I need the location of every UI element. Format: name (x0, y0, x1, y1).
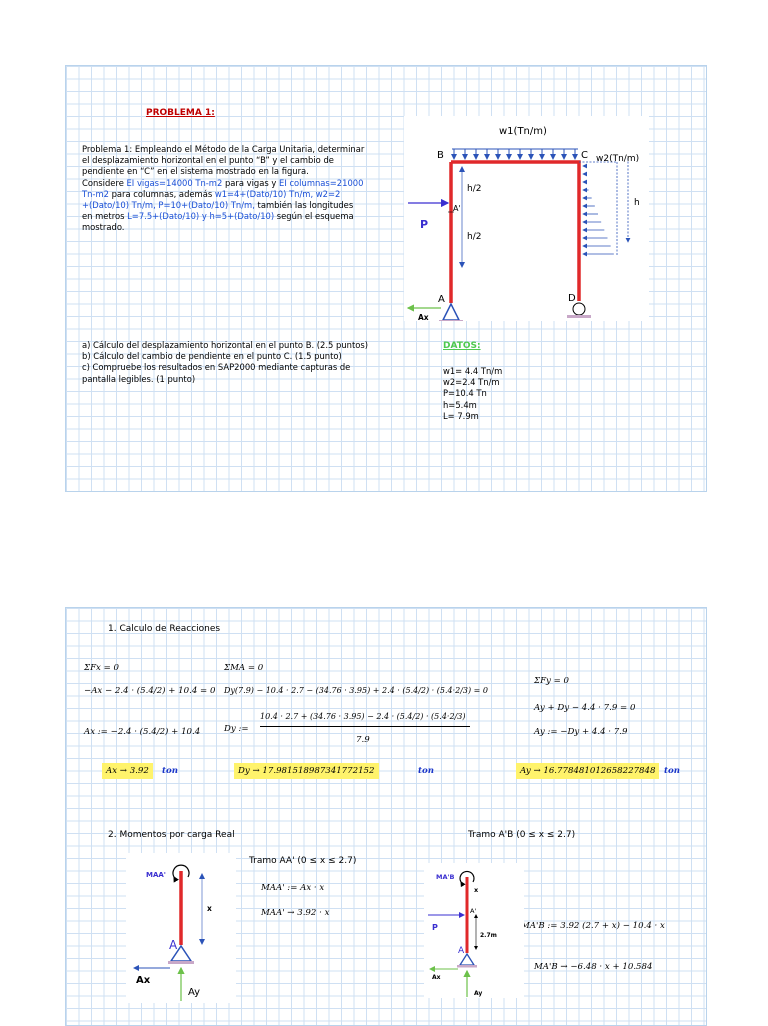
sum-fy: ΣFy = 0 (534, 676, 570, 686)
questions-list (82, 340, 412, 385)
question-item: pantalla legibles. (1 punto) (82, 373, 196, 384)
node-b-label: B (437, 150, 444, 161)
statement-segment: el desplazamiento horizontal en el punto “B” y el cambio de (82, 155, 334, 166)
segment-ab-figure (424, 863, 524, 998)
fig2-p-label: P (432, 923, 438, 932)
h-label: h (634, 198, 640, 208)
statement-line (82, 144, 402, 155)
statement-segment: EI columnas=21000 (279, 177, 364, 188)
datos-title: DATOS: (443, 341, 481, 351)
statement-segment: según el esquema (274, 211, 354, 222)
fig2-a-label: A (458, 946, 465, 956)
statement-line (82, 222, 402, 233)
statement-segment: pendiente en “C” en el sistema mostrado en la figura. (82, 166, 309, 177)
statement-segment: para vigas y (222, 177, 280, 188)
statement-segment: Tn-m2 (82, 188, 109, 199)
dy-numerator: 10.4 · 2.7 + (34.76 · 3.95) − 2.4 · (5.4/2) · (5.4·2/3) (260, 712, 466, 721)
statement-segment: en metros (82, 211, 128, 222)
m-ab-result: MA'B → −6.48 · x + 10.584 (534, 962, 653, 972)
statement-segment: mostrado. (82, 222, 125, 233)
fig1-x-label: x (207, 904, 212, 913)
question-item: b) Cálculo del cambio de pendiente en el punto C. (1.5 punto) (82, 351, 342, 362)
statement-line (82, 178, 402, 189)
node-a-label: A (438, 294, 445, 305)
dy-result: Dy → 17.981518987341772152 (234, 763, 379, 779)
statement-segment: Problema 1: Empleando el Método de la Carga Unitaria, determinar (82, 144, 365, 154)
statement-line (82, 155, 402, 166)
statement-segment: L=7.5+(Dato/10) y h=5+(Dato/10) (127, 211, 275, 222)
datos-item: w1= 4.4 Tn/m (443, 366, 503, 376)
ax-result: Ax → 3.92 (102, 763, 153, 779)
datos-item: h=5.4m (443, 399, 477, 410)
question-item: c) Compruebe los resultados en SAP2000 mediante capturas de (82, 362, 351, 373)
ay-unit: ton (664, 766, 680, 776)
fig1-ax-label: Ax (136, 975, 151, 986)
tramo-2-heading: Tramo A'B (0 ≤ x ≤ 2.7) (468, 830, 576, 840)
node-a-prime-label: A' (453, 204, 461, 213)
statement-segment: +(Dato/10) Tn/m, P=10+(Dato/10) Tn/m, (82, 200, 255, 211)
problem-sheet (65, 65, 707, 492)
h-half-top-label: h/2 (467, 184, 482, 194)
fig1-ay-label: Ay (188, 987, 201, 998)
segment-aa-figure (126, 853, 236, 1003)
dy-fraction-bar (260, 726, 470, 727)
solution-sheet (65, 607, 707, 1026)
fig2-ax-label: Ax (432, 974, 441, 981)
ay-definition: Ay := −Dy + 4.4 · 7.9 (534, 727, 628, 737)
fig1-moment-label: MAA' (146, 871, 166, 879)
tramo-1-heading: Tramo AA' (0 ≤ x ≤ 2.7) (249, 856, 357, 866)
datos-item: L= 7.9m (443, 410, 479, 421)
fig2-length-label: 2.7m (480, 932, 497, 939)
w2-label: w2(Tn/m) (596, 154, 640, 164)
fig1-a-label: A (169, 938, 178, 952)
h-half-bottom-label: h/2 (467, 232, 482, 242)
sum-ma: ΣMA = 0 (224, 663, 264, 673)
m-aa-result: MAA' → 3.92 · x (261, 908, 330, 918)
statement-segment: también las longitudes (254, 200, 354, 211)
ax-label: Ax (418, 313, 429, 321)
statement-segment: EI vigas=14000 Tn-m2 (126, 177, 223, 188)
fig2-a-prime-label: A' (470, 907, 477, 915)
dy-unit: ton (418, 766, 434, 776)
datos-item: w2=2.4 Tn/m (443, 377, 500, 388)
frame-figure (404, 116, 649, 321)
node-d-label: D (568, 293, 576, 304)
w1-label: w1(Tn/m) (499, 126, 547, 137)
equation-ma: Dy(7.9) − 10.4 · 2.7 − (34.76 · 3.95) + 2.4 · (5.4/2) · (5.4·2/3) = 0 (224, 686, 489, 695)
statement-line (82, 211, 402, 222)
dy-denominator: 7.9 (356, 735, 370, 745)
datos-item: P=10.4 Tn (443, 388, 487, 399)
statement-segment: w1=4+(Dato/10) Tn/m, w2=2 (214, 188, 341, 199)
problem-statement (82, 144, 402, 234)
problem-title: PROBLEMA 1: (146, 108, 215, 118)
datos-list (443, 366, 502, 422)
sum-fx: ΣFx = 0 (84, 663, 120, 673)
section2-heading: 2. Momentos por carga Real (108, 830, 235, 840)
fig2-x-label: x (474, 886, 479, 894)
section1-heading: 1. Calculo de Reacciones (108, 624, 221, 634)
statement-line (82, 189, 402, 200)
node-c-label: C (581, 150, 588, 161)
ay-result: Ay → 16.778481012658227848 (516, 763, 659, 779)
p-label: P (420, 218, 429, 231)
statement-line (82, 200, 402, 211)
statement-line (82, 166, 402, 177)
statement-segment: Considere (82, 177, 127, 188)
fig2-ay-label: Ay (474, 990, 483, 997)
statement-segment: para columnas, además (108, 188, 215, 199)
m-ab-definition: MA'B := 3.92 (2.7 + x) − 10.4 · x (521, 921, 665, 931)
equation-fx: −Ax − 2.4 · (5.4/2) + 10.4 = 0 (84, 686, 216, 696)
m-aa-definition: MAA' := Ax · x (261, 883, 325, 893)
ax-unit: ton (162, 766, 178, 776)
fig2-moment-label: MA'B (436, 873, 455, 881)
equation-fy: Ay + Dy − 4.4 · 7.9 = 0 (534, 703, 636, 713)
question-item: a) Cálculo del desplazamiento horizontal en el punto B. (2.5 puntos) (82, 340, 368, 350)
ax-definition: Ax := −2.4 · (5.4/2) + 10.4 (84, 727, 201, 737)
dy-definition-lhs: Dy := (224, 724, 249, 734)
